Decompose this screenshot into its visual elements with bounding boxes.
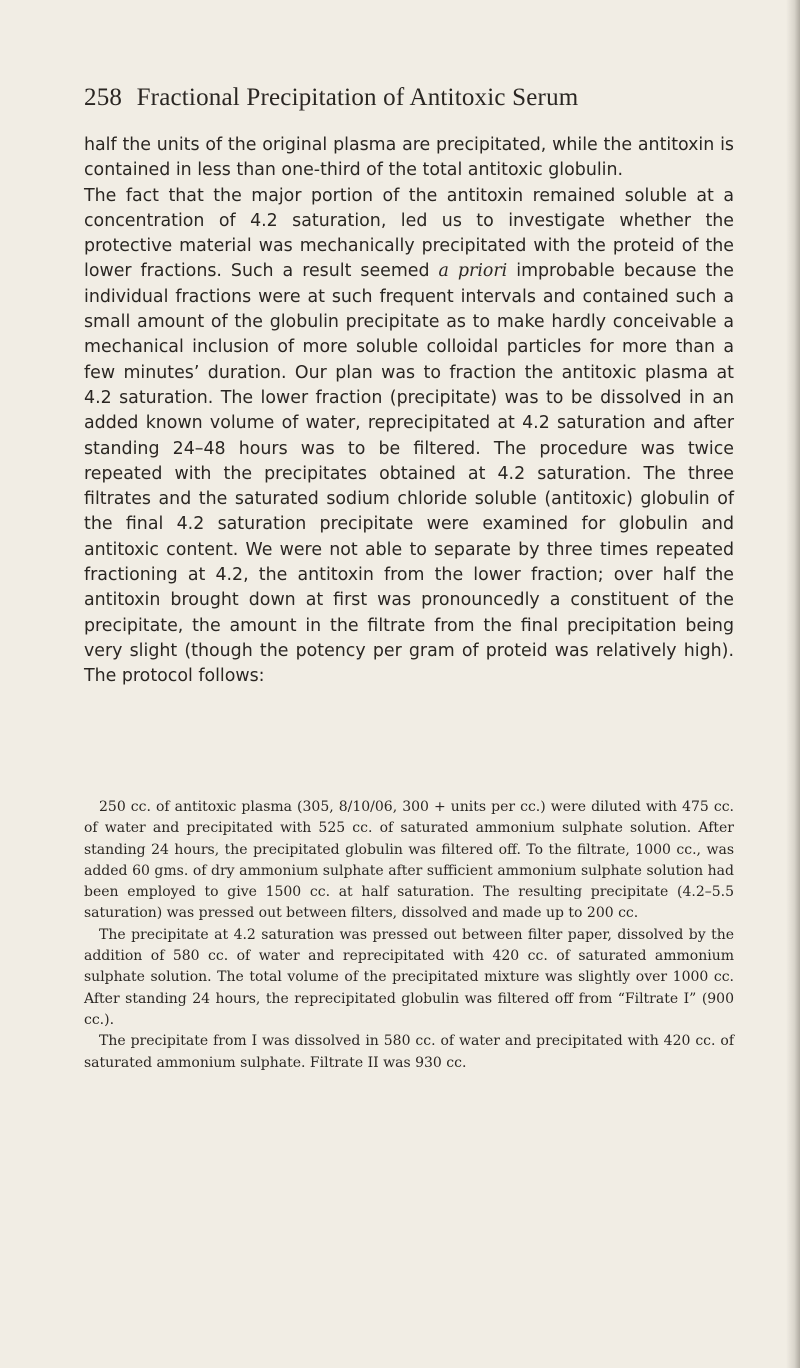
protocol-paragraph: The precipitate from I was dissolved in 580 cc. of water and precipitated with 420 cc. of saturated ammonium sulphate. Filtrate II was 930 cc.: [84, 1033, 734, 1071]
protocol-block: [84, 797, 734, 1074]
page-number: 258: [84, 84, 123, 111]
paragraph-text-after-italic: improbable because the individual fractions were at such frequent intervals and contained such a small amount of the globulin precipitate as to make hardly conceivable a mechanical inclusion of more soluble colloidal particles for more than a few minutes’ duration. Our plan was to fraction the antitoxic plasma at 4.2 saturation. The lower fraction (precipitate) was to be dissolved in an added known volume of water, reprecipitated at 4.2 saturation and after standing 24–48 hours was to be filtered. The procedure was twice repeated with the precipitates obtained at 4.2 saturation. The three filtrates and the saturated sodium chloride soluble (antitoxic) globulin of the final 4.2 saturation precipitate were examined for globulin and antitoxic content. We were not able to separate by three times repeated fractioning at 4.2, the antitoxin from the lower fraction; over half the antitoxin brought down at first was pronouncedly a constituent of the precipitate, the amount in the filtrate from the final precipitation being very slight (though the potency per gram of proteid was relatively high). The protocol follows:: [84, 261, 734, 687]
paragraph-continued: [84, 133, 734, 184]
running-header: [84, 84, 734, 112]
protocol-paragraph: The precipitate at 4.2 saturation was pressed out between filter paper, dissolved by the addition of 580 cc. of water and reprecipitated with 420 cc. of saturated ammonium sulphate solution. The total volume of the precipitated mixture was slightly over 1000 cc. After standing 24 hours, the reprecipitated globulin was filtered off from “Filtrate I” (900 cc.).: [84, 926, 734, 1028]
italic-phrase: a priori: [438, 261, 508, 282]
running-title: Fractional Precipitation of Antitoxic Serum: [136, 84, 579, 111]
paragraph-method: [84, 184, 734, 690]
main-text: [84, 133, 734, 690]
page-edge-shadow: [786, 0, 800, 1368]
paragraph-text-before-italic: The fact that the major portion of the antitoxin remained soluble at a concentration of 4.2 saturation, led us to investigate whether the protective material was mechanically precipitated with the proteid of the lower fractions. Such a result seemed: [84, 185, 734, 282]
paragraph-text: half the units of the original plasma are precipitated, while the antitoxin is contained in less than one-third of the total antitoxic globulin.: [84, 135, 734, 181]
protocol-paragraph: 250 cc. of antitoxic plasma (305, 8/10/06, 300 + units per cc.) were diluted with 475 cc. of water and precipitated with 525 cc. of saturated ammonium sulphate solution. After standing 24 hours, the precipitated globulin was filtered off. To the filtrate, 1000 cc., was added 60 gms. of dry ammonium sulphate after sufficient ammonium sulphate solution had been employed to give 1500 cc. at half saturation. The resulting precipitate (4.2–5.5 saturation) was pressed out between filters, dissolved and made up to 200 cc.: [84, 799, 734, 922]
